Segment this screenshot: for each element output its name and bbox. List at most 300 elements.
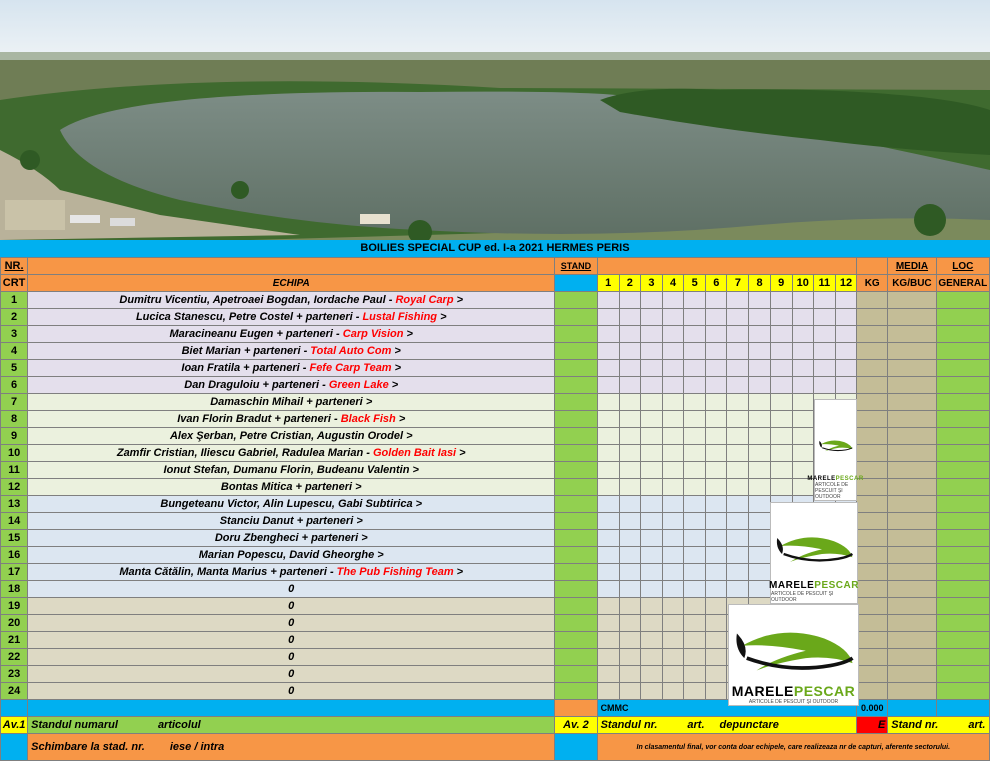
stand-cell[interactable] bbox=[555, 564, 597, 581]
catch-cell[interactable] bbox=[662, 581, 683, 598]
catch-cell[interactable] bbox=[597, 462, 619, 479]
loc-cell[interactable] bbox=[936, 564, 989, 581]
catch-cell[interactable] bbox=[792, 411, 813, 428]
catch-cell[interactable] bbox=[727, 411, 749, 428]
loc-cell[interactable] bbox=[936, 530, 989, 547]
catch-cell[interactable] bbox=[662, 394, 683, 411]
catch-cell[interactable] bbox=[749, 394, 770, 411]
catch-cell[interactable] bbox=[684, 445, 706, 462]
catch-cell[interactable] bbox=[640, 547, 662, 564]
media-cell[interactable] bbox=[888, 445, 936, 462]
catch-cell[interactable] bbox=[749, 343, 770, 360]
media-cell[interactable] bbox=[888, 530, 936, 547]
catch-cell[interactable] bbox=[619, 598, 640, 615]
catch-cell[interactable] bbox=[770, 445, 792, 462]
catch-cell[interactable] bbox=[662, 530, 683, 547]
catch-cell[interactable] bbox=[684, 292, 706, 309]
kg-cell[interactable] bbox=[857, 309, 888, 326]
catch-cell[interactable] bbox=[727, 564, 749, 581]
catch-cell[interactable] bbox=[792, 309, 813, 326]
catch-cell[interactable] bbox=[662, 292, 683, 309]
catch-cell[interactable] bbox=[640, 530, 662, 547]
loc-cell[interactable] bbox=[936, 377, 989, 394]
catch-cell[interactable] bbox=[727, 326, 749, 343]
kg-cell[interactable] bbox=[857, 666, 888, 683]
catch-cell[interactable] bbox=[597, 649, 619, 666]
catch-cell[interactable] bbox=[597, 309, 619, 326]
catch-cell[interactable] bbox=[619, 666, 640, 683]
schimbare-field[interactable] bbox=[28, 734, 555, 761]
catch-cell[interactable] bbox=[770, 411, 792, 428]
catch-cell[interactable] bbox=[684, 564, 706, 581]
catch-cell[interactable] bbox=[662, 326, 683, 343]
loc-cell[interactable] bbox=[936, 649, 989, 666]
kg-cell[interactable] bbox=[857, 326, 888, 343]
catch-cell[interactable] bbox=[706, 394, 727, 411]
catch-cell[interactable] bbox=[640, 309, 662, 326]
kg-cell[interactable] bbox=[857, 428, 888, 445]
catch-cell[interactable] bbox=[684, 343, 706, 360]
catch-cell[interactable] bbox=[770, 479, 792, 496]
catch-cell[interactable] bbox=[640, 683, 662, 700]
catch-cell[interactable] bbox=[662, 649, 683, 666]
media-cell[interactable] bbox=[888, 649, 936, 666]
catch-cell[interactable] bbox=[640, 394, 662, 411]
catch-cell[interactable] bbox=[684, 547, 706, 564]
catch-cell[interactable] bbox=[640, 445, 662, 462]
catch-cell[interactable] bbox=[662, 598, 683, 615]
catch-cell[interactable] bbox=[749, 411, 770, 428]
catch-cell[interactable] bbox=[597, 428, 619, 445]
catch-cell[interactable] bbox=[706, 632, 727, 649]
catch-cell[interactable] bbox=[727, 479, 749, 496]
catch-cell[interactable] bbox=[640, 343, 662, 360]
catch-cell[interactable] bbox=[835, 292, 856, 309]
stand-cell[interactable] bbox=[555, 479, 597, 496]
catch-cell[interactable] bbox=[597, 496, 619, 513]
catch-cell[interactable] bbox=[597, 615, 619, 632]
catch-cell[interactable] bbox=[727, 292, 749, 309]
loc-cell[interactable] bbox=[936, 615, 989, 632]
catch-cell[interactable] bbox=[619, 428, 640, 445]
catch-cell[interactable] bbox=[662, 564, 683, 581]
loc-cell[interactable] bbox=[936, 428, 989, 445]
catch-cell[interactable] bbox=[640, 360, 662, 377]
media-cell[interactable] bbox=[888, 513, 936, 530]
catch-cell[interactable] bbox=[749, 530, 770, 547]
catch-cell[interactable] bbox=[835, 343, 856, 360]
catch-cell[interactable] bbox=[619, 309, 640, 326]
catch-cell[interactable] bbox=[684, 428, 706, 445]
catch-cell[interactable] bbox=[684, 683, 706, 700]
stand-cell[interactable] bbox=[555, 394, 597, 411]
catch-cell[interactable] bbox=[749, 326, 770, 343]
catch-cell[interactable] bbox=[792, 394, 813, 411]
catch-cell[interactable] bbox=[749, 496, 770, 513]
catch-cell[interactable] bbox=[684, 479, 706, 496]
catch-cell[interactable] bbox=[706, 581, 727, 598]
kg-cell[interactable] bbox=[857, 615, 888, 632]
catch-cell[interactable] bbox=[727, 377, 749, 394]
catch-cell[interactable] bbox=[727, 394, 749, 411]
kg-cell[interactable] bbox=[857, 394, 888, 411]
catch-cell[interactable] bbox=[706, 530, 727, 547]
catch-cell[interactable] bbox=[662, 683, 683, 700]
stand-cell[interactable] bbox=[555, 445, 597, 462]
catch-cell[interactable] bbox=[619, 343, 640, 360]
catch-cell[interactable] bbox=[792, 292, 813, 309]
catch-cell[interactable] bbox=[749, 564, 770, 581]
catch-cell[interactable] bbox=[619, 394, 640, 411]
catch-cell[interactable] bbox=[706, 547, 727, 564]
stand-cell[interactable] bbox=[555, 462, 597, 479]
catch-cell[interactable] bbox=[813, 377, 835, 394]
catch-cell[interactable] bbox=[749, 309, 770, 326]
loc-cell[interactable] bbox=[936, 496, 989, 513]
stand-cell[interactable] bbox=[555, 411, 597, 428]
media-cell[interactable] bbox=[888, 394, 936, 411]
catch-cell[interactable] bbox=[597, 360, 619, 377]
catch-cell[interactable] bbox=[640, 479, 662, 496]
catch-cell[interactable] bbox=[619, 462, 640, 479]
catch-cell[interactable] bbox=[597, 598, 619, 615]
catch-cell[interactable] bbox=[727, 513, 749, 530]
catch-cell[interactable] bbox=[706, 598, 727, 615]
av1-field[interactable] bbox=[28, 717, 555, 734]
kg-cell[interactable] bbox=[857, 598, 888, 615]
catch-cell[interactable] bbox=[770, 377, 792, 394]
catch-cell[interactable] bbox=[662, 445, 683, 462]
catch-cell[interactable] bbox=[619, 326, 640, 343]
stand-cell[interactable] bbox=[555, 598, 597, 615]
catch-cell[interactable] bbox=[640, 292, 662, 309]
loc-cell[interactable] bbox=[936, 309, 989, 326]
catch-cell[interactable] bbox=[619, 479, 640, 496]
catch-cell[interactable] bbox=[727, 581, 749, 598]
stand-art-field[interactable] bbox=[888, 717, 990, 734]
catch-cell[interactable] bbox=[749, 462, 770, 479]
catch-cell[interactable] bbox=[749, 581, 770, 598]
stand-cell[interactable] bbox=[555, 649, 597, 666]
catch-cell[interactable] bbox=[684, 462, 706, 479]
catch-cell[interactable] bbox=[597, 411, 619, 428]
catch-cell[interactable] bbox=[662, 377, 683, 394]
catch-cell[interactable] bbox=[749, 292, 770, 309]
media-cell[interactable] bbox=[888, 411, 936, 428]
catch-cell[interactable] bbox=[684, 326, 706, 343]
stand-cell[interactable] bbox=[555, 326, 597, 343]
catch-cell[interactable] bbox=[706, 411, 727, 428]
catch-cell[interactable] bbox=[727, 445, 749, 462]
av2-field[interactable] bbox=[597, 717, 857, 734]
kg-cell[interactable] bbox=[857, 564, 888, 581]
catch-cell[interactable] bbox=[813, 309, 835, 326]
stand-cell[interactable] bbox=[555, 428, 597, 445]
catch-cell[interactable] bbox=[619, 445, 640, 462]
catch-cell[interactable] bbox=[597, 530, 619, 547]
media-cell[interactable] bbox=[888, 666, 936, 683]
catch-cell[interactable] bbox=[835, 360, 856, 377]
catch-cell[interactable] bbox=[684, 615, 706, 632]
catch-cell[interactable] bbox=[597, 479, 619, 496]
catch-cell[interactable] bbox=[749, 445, 770, 462]
catch-cell[interactable] bbox=[662, 309, 683, 326]
catch-cell[interactable] bbox=[662, 632, 683, 649]
catch-cell[interactable] bbox=[619, 411, 640, 428]
catch-cell[interactable] bbox=[597, 564, 619, 581]
catch-cell[interactable] bbox=[640, 649, 662, 666]
catch-cell[interactable] bbox=[727, 496, 749, 513]
catch-cell[interactable] bbox=[706, 445, 727, 462]
kg-cell[interactable] bbox=[857, 445, 888, 462]
catch-cell[interactable] bbox=[640, 462, 662, 479]
catch-cell[interactable] bbox=[597, 445, 619, 462]
kg-cell[interactable] bbox=[857, 547, 888, 564]
kg-cell[interactable] bbox=[857, 411, 888, 428]
loc-cell[interactable] bbox=[936, 581, 989, 598]
loc-cell[interactable] bbox=[936, 598, 989, 615]
stand-cell[interactable] bbox=[555, 513, 597, 530]
catch-cell[interactable] bbox=[706, 666, 727, 683]
media-cell[interactable] bbox=[888, 479, 936, 496]
catch-cell[interactable] bbox=[835, 326, 856, 343]
catch-cell[interactable] bbox=[662, 462, 683, 479]
catch-cell[interactable] bbox=[706, 360, 727, 377]
stand-cell[interactable] bbox=[555, 632, 597, 649]
catch-cell[interactable] bbox=[640, 513, 662, 530]
kg-cell[interactable] bbox=[857, 649, 888, 666]
catch-cell[interactable] bbox=[749, 547, 770, 564]
loc-cell[interactable] bbox=[936, 394, 989, 411]
loc-cell[interactable] bbox=[936, 343, 989, 360]
catch-cell[interactable] bbox=[792, 377, 813, 394]
media-cell[interactable] bbox=[888, 309, 936, 326]
loc-cell[interactable] bbox=[936, 666, 989, 683]
catch-cell[interactable] bbox=[835, 309, 856, 326]
catch-cell[interactable] bbox=[749, 377, 770, 394]
kg-cell[interactable] bbox=[857, 496, 888, 513]
media-cell[interactable] bbox=[888, 547, 936, 564]
catch-cell[interactable] bbox=[662, 666, 683, 683]
catch-cell[interactable] bbox=[662, 615, 683, 632]
catch-cell[interactable] bbox=[706, 309, 727, 326]
catch-cell[interactable] bbox=[727, 547, 749, 564]
catch-cell[interactable] bbox=[684, 598, 706, 615]
loc-cell[interactable] bbox=[936, 513, 989, 530]
catch-cell[interactable] bbox=[597, 666, 619, 683]
catch-cell[interactable] bbox=[662, 411, 683, 428]
catch-cell[interactable] bbox=[662, 428, 683, 445]
stand-cell[interactable] bbox=[555, 581, 597, 598]
catch-cell[interactable] bbox=[727, 428, 749, 445]
kg-cell[interactable] bbox=[857, 683, 888, 700]
catch-cell[interactable] bbox=[706, 683, 727, 700]
catch-cell[interactable] bbox=[662, 547, 683, 564]
kg-cell[interactable] bbox=[857, 292, 888, 309]
catch-cell[interactable] bbox=[597, 394, 619, 411]
catch-cell[interactable] bbox=[640, 496, 662, 513]
catch-cell[interactable] bbox=[640, 666, 662, 683]
catch-cell[interactable] bbox=[619, 649, 640, 666]
catch-cell[interactable] bbox=[792, 326, 813, 343]
stand-cell[interactable] bbox=[555, 530, 597, 547]
catch-cell[interactable] bbox=[684, 649, 706, 666]
catch-cell[interactable] bbox=[597, 547, 619, 564]
media-cell[interactable] bbox=[888, 462, 936, 479]
catch-cell[interactable] bbox=[813, 326, 835, 343]
catch-cell[interactable] bbox=[727, 360, 749, 377]
loc-cell[interactable] bbox=[936, 360, 989, 377]
media-cell[interactable] bbox=[888, 683, 936, 700]
media-cell[interactable] bbox=[888, 581, 936, 598]
media-cell[interactable] bbox=[888, 564, 936, 581]
catch-cell[interactable] bbox=[662, 496, 683, 513]
catch-cell[interactable] bbox=[619, 360, 640, 377]
catch-cell[interactable] bbox=[619, 530, 640, 547]
catch-cell[interactable] bbox=[597, 377, 619, 394]
catch-cell[interactable] bbox=[770, 326, 792, 343]
catch-cell[interactable] bbox=[770, 292, 792, 309]
kg-cell[interactable] bbox=[857, 513, 888, 530]
catch-cell[interactable] bbox=[727, 343, 749, 360]
stand-cell[interactable] bbox=[555, 683, 597, 700]
catch-cell[interactable] bbox=[640, 632, 662, 649]
catch-cell[interactable] bbox=[684, 666, 706, 683]
catch-cell[interactable] bbox=[749, 360, 770, 377]
catch-cell[interactable] bbox=[792, 428, 813, 445]
media-cell[interactable] bbox=[888, 326, 936, 343]
stand-cell[interactable] bbox=[555, 615, 597, 632]
catch-cell[interactable] bbox=[770, 428, 792, 445]
stand-cell[interactable] bbox=[555, 666, 597, 683]
catch-cell[interactable] bbox=[619, 377, 640, 394]
catch-cell[interactable] bbox=[727, 462, 749, 479]
catch-cell[interactable] bbox=[619, 292, 640, 309]
media-cell[interactable] bbox=[888, 598, 936, 615]
stand-cell[interactable] bbox=[555, 496, 597, 513]
catch-cell[interactable] bbox=[597, 292, 619, 309]
loc-cell[interactable] bbox=[936, 411, 989, 428]
catch-cell[interactable] bbox=[597, 581, 619, 598]
catch-cell[interactable] bbox=[706, 326, 727, 343]
media-cell[interactable] bbox=[888, 496, 936, 513]
catch-cell[interactable] bbox=[619, 683, 640, 700]
catch-cell[interactable] bbox=[706, 496, 727, 513]
catch-cell[interactable] bbox=[770, 360, 792, 377]
catch-cell[interactable] bbox=[640, 326, 662, 343]
catch-cell[interactable] bbox=[813, 360, 835, 377]
catch-cell[interactable] bbox=[684, 394, 706, 411]
catch-cell[interactable] bbox=[706, 292, 727, 309]
loc-cell[interactable] bbox=[936, 445, 989, 462]
media-cell[interactable] bbox=[888, 428, 936, 445]
media-cell[interactable] bbox=[888, 615, 936, 632]
catch-cell[interactable] bbox=[770, 394, 792, 411]
catch-cell[interactable] bbox=[662, 513, 683, 530]
catch-cell[interactable] bbox=[792, 343, 813, 360]
loc-cell[interactable] bbox=[936, 462, 989, 479]
catch-cell[interactable] bbox=[640, 564, 662, 581]
catch-cell[interactable] bbox=[640, 411, 662, 428]
catch-cell[interactable] bbox=[749, 428, 770, 445]
catch-cell[interactable] bbox=[619, 632, 640, 649]
kg-cell[interactable] bbox=[857, 632, 888, 649]
loc-cell[interactable] bbox=[936, 632, 989, 649]
catch-cell[interactable] bbox=[597, 632, 619, 649]
catch-cell[interactable] bbox=[684, 581, 706, 598]
catch-cell[interactable] bbox=[706, 479, 727, 496]
media-cell[interactable] bbox=[888, 360, 936, 377]
catch-cell[interactable] bbox=[619, 615, 640, 632]
catch-cell[interactable] bbox=[597, 513, 619, 530]
catch-cell[interactable] bbox=[706, 649, 727, 666]
kg-cell[interactable] bbox=[857, 377, 888, 394]
catch-cell[interactable] bbox=[792, 360, 813, 377]
catch-cell[interactable] bbox=[662, 479, 683, 496]
catch-cell[interactable] bbox=[597, 343, 619, 360]
catch-cell[interactable] bbox=[792, 445, 813, 462]
catch-cell[interactable] bbox=[597, 326, 619, 343]
catch-cell[interactable] bbox=[813, 343, 835, 360]
media-cell[interactable] bbox=[888, 343, 936, 360]
catch-cell[interactable] bbox=[706, 615, 727, 632]
catch-cell[interactable] bbox=[706, 462, 727, 479]
catch-cell[interactable] bbox=[684, 496, 706, 513]
catch-cell[interactable] bbox=[640, 581, 662, 598]
catch-cell[interactable] bbox=[706, 343, 727, 360]
catch-cell[interactable] bbox=[770, 462, 792, 479]
catch-cell[interactable] bbox=[727, 309, 749, 326]
kg-cell[interactable] bbox=[857, 530, 888, 547]
catch-cell[interactable] bbox=[727, 530, 749, 547]
catch-cell[interactable] bbox=[749, 479, 770, 496]
catch-cell[interactable] bbox=[619, 513, 640, 530]
catch-cell[interactable] bbox=[684, 309, 706, 326]
catch-cell[interactable] bbox=[706, 428, 727, 445]
stand-cell[interactable] bbox=[555, 377, 597, 394]
catch-cell[interactable] bbox=[619, 581, 640, 598]
catch-cell[interactable] bbox=[619, 564, 640, 581]
catch-cell[interactable] bbox=[662, 360, 683, 377]
kg-cell[interactable] bbox=[857, 343, 888, 360]
catch-cell[interactable] bbox=[770, 309, 792, 326]
catch-cell[interactable] bbox=[706, 564, 727, 581]
catch-cell[interactable] bbox=[640, 615, 662, 632]
kg-cell[interactable] bbox=[857, 581, 888, 598]
stand-cell[interactable] bbox=[555, 547, 597, 564]
catch-cell[interactable] bbox=[684, 530, 706, 547]
catch-cell[interactable] bbox=[706, 377, 727, 394]
catch-cell[interactable] bbox=[684, 411, 706, 428]
catch-cell[interactable] bbox=[640, 598, 662, 615]
stand-cell[interactable] bbox=[555, 292, 597, 309]
loc-cell[interactable] bbox=[936, 547, 989, 564]
catch-cell[interactable] bbox=[835, 377, 856, 394]
loc-cell[interactable] bbox=[936, 479, 989, 496]
loc-cell[interactable] bbox=[936, 326, 989, 343]
loc-cell[interactable] bbox=[936, 683, 989, 700]
catch-cell[interactable] bbox=[619, 496, 640, 513]
catch-cell[interactable] bbox=[684, 513, 706, 530]
catch-cell[interactable] bbox=[640, 428, 662, 445]
loc-cell[interactable] bbox=[936, 292, 989, 309]
catch-cell[interactable] bbox=[640, 377, 662, 394]
catch-cell[interactable] bbox=[813, 292, 835, 309]
catch-cell[interactable] bbox=[619, 547, 640, 564]
catch-cell[interactable] bbox=[770, 343, 792, 360]
catch-cell[interactable] bbox=[597, 683, 619, 700]
media-cell[interactable] bbox=[888, 377, 936, 394]
